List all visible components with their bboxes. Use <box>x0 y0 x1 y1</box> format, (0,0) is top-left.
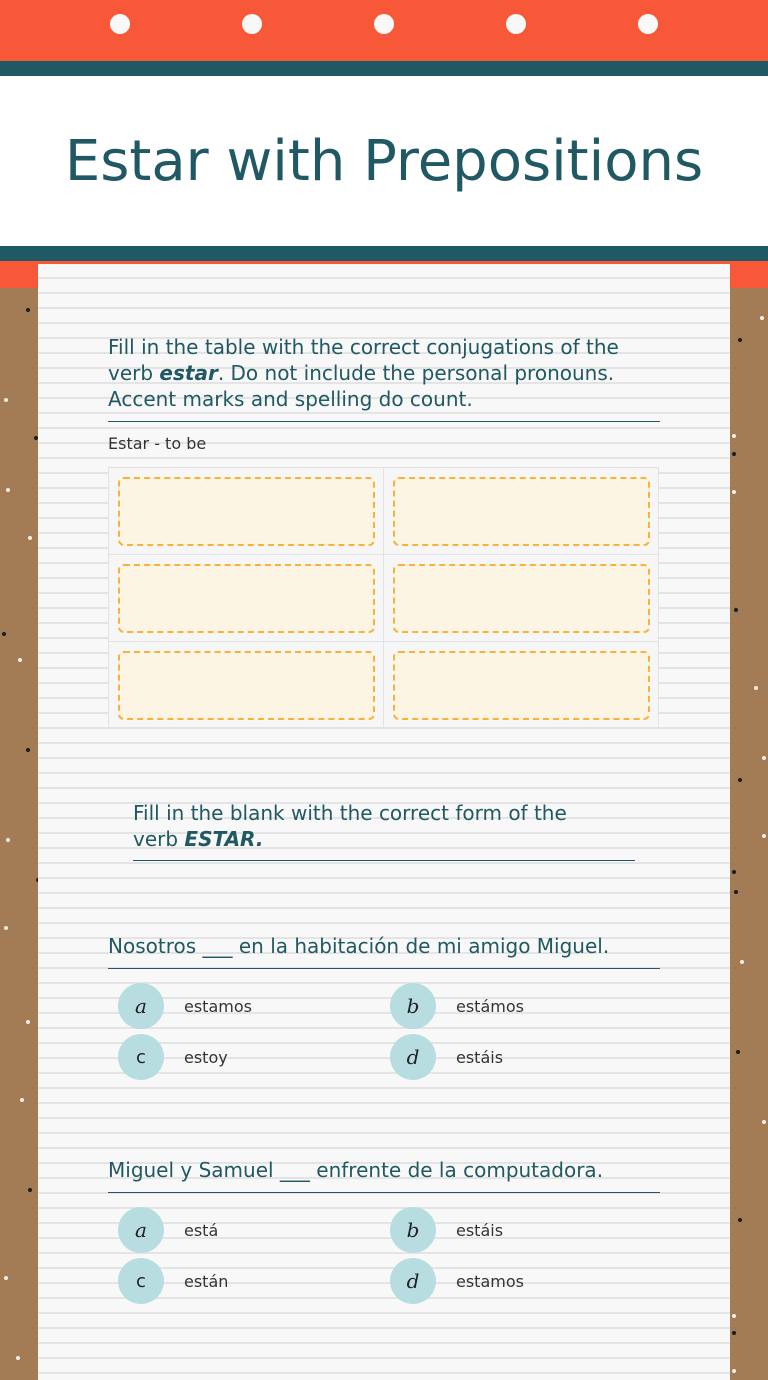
cork-dot-icon <box>732 434 736 438</box>
section1-instructions <box>108 334 660 412</box>
cork-dot-icon <box>4 926 8 930</box>
option-a[interactable] <box>118 1207 218 1253</box>
cork-dot-icon <box>732 870 736 874</box>
section2-instructions <box>133 800 613 852</box>
option-c[interactable] <box>118 1034 228 1080</box>
option-label[interactable]: estamos <box>456 1271 524 1291</box>
option-d[interactable] <box>390 1258 524 1304</box>
option-c[interactable] <box>118 1258 228 1304</box>
section-divider <box>133 860 635 861</box>
cork-dot-icon <box>732 1369 736 1373</box>
cork-dot-icon <box>4 398 8 402</box>
cork-dot-icon <box>26 748 30 752</box>
cork-dot-icon <box>732 1331 736 1335</box>
answer-input-box[interactable] <box>393 651 650 720</box>
question-text: Miguel y Samuel ___ enfrente de la computadora. <box>108 1158 604 1182</box>
option-label[interactable]: están <box>184 1271 229 1291</box>
option-label[interactable]: estámos <box>456 996 524 1016</box>
option-letter-bubble[interactable]: c <box>118 1034 164 1080</box>
instructions-text: . Do not include the personal pronouns. Accent marks and spelling do count. <box>108 361 615 411</box>
cork-dot-icon <box>732 490 736 494</box>
option-letter-bubble[interactable]: b <box>390 983 436 1029</box>
question-divider <box>108 1192 660 1193</box>
header-top-band <box>0 0 768 61</box>
option-letter-bubble[interactable]: a <box>118 1207 164 1253</box>
option-label[interactable]: estáis <box>456 1047 504 1067</box>
option-label[interactable]: estáis <box>456 1220 504 1240</box>
cork-dot-icon <box>734 890 738 894</box>
answer-input-box[interactable] <box>118 477 375 546</box>
instructions-emphasis: ESTAR. <box>184 827 264 851</box>
page-title: Estar with Prepositions <box>64 128 704 194</box>
cork-dot-icon <box>762 834 766 838</box>
cork-dot-icon <box>732 1314 736 1318</box>
cork-dot-icon <box>738 1218 742 1222</box>
option-label[interactable]: estamos <box>184 996 252 1016</box>
conjugation-table <box>108 467 659 728</box>
binder-hole-icon <box>506 14 526 34</box>
cork-dot-icon <box>738 338 742 342</box>
question-text: Nosotros ___ en la habitación de mi amigo Miguel. <box>108 934 610 958</box>
option-letter-bubble[interactable]: a <box>118 983 164 1029</box>
answer-input-box[interactable] <box>118 564 375 633</box>
instructions-text: Fill in the table with the correct conjugations of the verb <box>108 335 619 385</box>
cork-dot-icon <box>2 632 6 636</box>
cork-dot-icon <box>26 308 30 312</box>
answer-input-box[interactable] <box>393 564 650 633</box>
title-area <box>0 76 768 246</box>
cork-dot-icon <box>28 1188 32 1192</box>
answer-input-box[interactable] <box>393 477 650 546</box>
cork-dot-icon <box>762 1120 766 1124</box>
cork-dot-icon <box>762 756 766 760</box>
binder-hole-icon <box>242 14 262 34</box>
option-a[interactable] <box>118 983 252 1029</box>
cork-dot-icon <box>6 488 10 492</box>
cork-dot-icon <box>20 1098 24 1102</box>
option-label[interactable]: estoy <box>184 1047 228 1067</box>
cork-dot-icon <box>28 536 32 540</box>
cork-dot-icon <box>754 686 758 690</box>
option-letter-bubble[interactable]: d <box>390 1258 436 1304</box>
instructions-emphasis: estar <box>159 361 218 385</box>
binder-hole-icon <box>110 14 130 34</box>
cork-dot-icon <box>16 1356 20 1360</box>
header-divider <box>0 246 768 261</box>
binder-hole-icon <box>374 14 394 34</box>
answer-input-box[interactable] <box>118 651 375 720</box>
cork-dot-icon <box>760 316 764 320</box>
cork-dot-icon <box>740 960 744 964</box>
cork-dot-icon <box>732 452 736 456</box>
option-letter-bubble[interactable]: d <box>390 1034 436 1080</box>
cork-dot-icon <box>18 658 22 662</box>
cork-dot-icon <box>736 1050 740 1054</box>
table-label: Estar - to be <box>108 434 207 453</box>
option-letter-bubble[interactable]: b <box>390 1207 436 1253</box>
option-letter-bubble[interactable]: c <box>118 1258 164 1304</box>
instructions-text: Fill in the blank with the correct form of the verb <box>133 801 567 851</box>
binder-hole-icon <box>638 14 658 34</box>
header-divider <box>0 61 768 76</box>
option-d[interactable] <box>390 1034 503 1080</box>
cork-dot-icon <box>4 1276 8 1280</box>
option-label[interactable]: está <box>184 1220 219 1240</box>
cork-dot-icon <box>26 1020 30 1024</box>
cork-dot-icon <box>738 778 742 782</box>
option-b[interactable] <box>390 983 524 1029</box>
option-b[interactable] <box>390 1207 503 1253</box>
question-divider <box>108 968 660 969</box>
cork-dot-icon <box>734 608 738 612</box>
cork-dot-icon <box>6 838 10 842</box>
section-divider <box>108 421 660 422</box>
